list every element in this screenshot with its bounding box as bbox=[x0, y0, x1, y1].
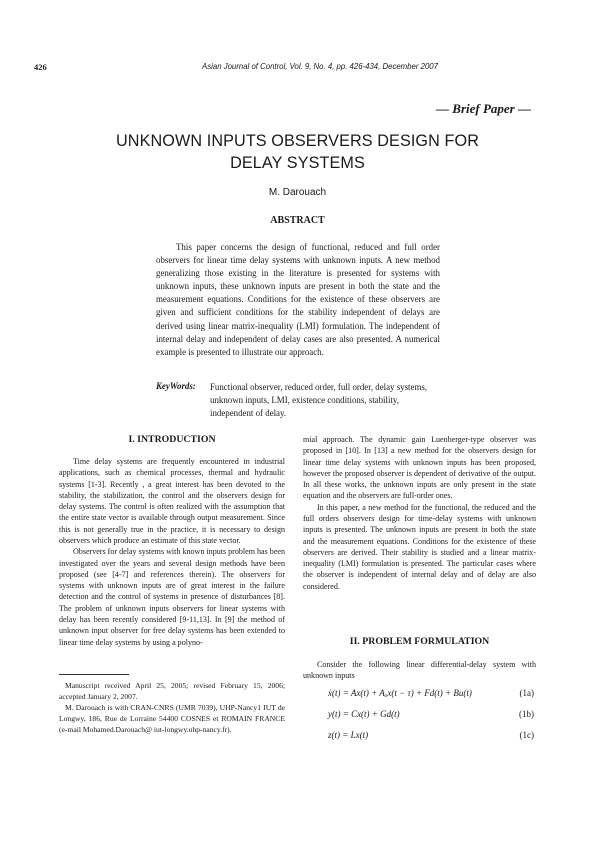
intro-paragraph-1: Time delay systems are frequently encountered in industrial applications, such as chemical processes, thermal and hydraulic systems [1-3]. Recently , a great interest has been devoted to the stability, the stabilization, the control and the observers design for delay systems. The control is often realized with the assumption that the entire state vector is available through output measurement. Since this is not generally true in the practice, it is necessary to design observers which produce an estimate of this state vector. bbox=[59, 457, 285, 545]
equation-number: (1b) bbox=[519, 709, 534, 719]
footnote-rule bbox=[59, 674, 129, 675]
intro-paragraph-2: Observers for delay systems with known inputs problem has been investigated over the years and several design methods have been proposed (see [4-7] and references therein). The observers for systems with unknown inputs are of great interest in the failure detection and the control of systems in presence of disturbances [8]. The problem of unknown inputs observers for linear systems with delay has been recently considered [9-11,13]. In [9] the method of unknown input observer for free delay systems has been extended to linear time delay systems by using a polyno- bbox=[59, 547, 285, 647]
equation-1b bbox=[303, 709, 536, 723]
footnote-affiliation: M. Darouach is with CRAN-CNRS (UMR 7039), UHP-Nancy1 IUT de Longwy, 186, Rue de Lorraine 54400 COSNES et ROMAIN FRANCE (e-mail Mohamed.Darouach@ iut-longwy.uhp-nancy.fr). bbox=[59, 703, 285, 735]
page-number: 426 bbox=[34, 62, 47, 72]
abstract-heading: ABSTRACT bbox=[270, 215, 325, 226]
equation-number: (1c) bbox=[519, 730, 534, 740]
abstract-text: This paper concerns the design of functional, reduced and full order observers for linear time delay systems with unknown inputs. A new method generalizing those existing in the literature is presented for systems with unknown inputs, these unknown inputs are present in both the state and the measurement equations. Conditions for the existence of these observers are given and sufficient conditions for the stability independent of delays are derived using linear matrix-inequality (LMI) formulation. The independent of internal delay and independent of delay cases are also presented. A numerical example is presented to illustrate our approach. bbox=[156, 242, 440, 357]
keywords-label: KeyWords: bbox=[156, 381, 196, 391]
paper-title bbox=[60, 130, 535, 174]
left-column-body bbox=[59, 456, 285, 648]
section-heading-introduction: I. INTRODUCTION bbox=[128, 434, 216, 445]
paper-type-label: — Brief Paper — bbox=[436, 101, 531, 116]
equation-expression: ẋ(t) = Ax(t) + Aₐx(t − τ) + Fd(t) + Bu(t) bbox=[328, 688, 472, 698]
abstract-body bbox=[156, 241, 440, 359]
problem-intro-text: Consider the following linear differential-delay system with unknown inputs bbox=[303, 660, 536, 681]
equation-1a bbox=[303, 688, 536, 702]
intro-paragraph-4: In this paper, a new method for the functional, the reduced and the full orders observers design for time-delay systems with unknown inputs is presented. The unknown inputs are present in both the state and the measurement equations. Conditions for the existence of these observers are derived. Their stability is studied and a linear matrix-inequality (LMI) formulation is presented. The particular cases where the observer is independent of internal delay and of delay are also considered. bbox=[303, 502, 536, 591]
title-line-1: UNKNOWN INPUTS OBSERVERS DESIGN FOR bbox=[116, 132, 479, 150]
equation-expression: y(t) = Cx(t) + Gd(t) bbox=[328, 709, 400, 719]
author-name: M. Darouach bbox=[268, 187, 327, 198]
intro-paragraph-3: mial approach. The dynamic gain Luenberger-type observer was proposed in [10]. In [13] a new method for the observers design for linear time delay systems with unknown inputs has been proposed, however the proposed observer is dependent of derivative of the output. In all these works, the unknown inputs are only present in the state equation and the observers are full-order ones. bbox=[303, 435, 536, 501]
equation-number: (1a) bbox=[519, 688, 534, 698]
keywords-text: Functional observer, reduced order, full order, delay systems, unknown inputs, LMI, existence conditions, stability, independent of delay. bbox=[210, 382, 428, 418]
footnotes bbox=[59, 680, 285, 735]
right-column-body bbox=[303, 434, 536, 592]
equation-expression: z(t) = Lx(t) bbox=[328, 730, 369, 740]
running-head: Asian Journal of Control, Vol. 9, No. 4, pp. 426-434, December 2007 bbox=[202, 62, 438, 71]
problem-intro bbox=[303, 659, 536, 682]
title-line-2: DELAY SYSTEMS bbox=[230, 154, 365, 172]
equation-1c bbox=[303, 730, 536, 744]
section-heading-problem-formulation: II. PROBLEM FORMULATION bbox=[349, 636, 490, 647]
footnote-manuscript: Manuscript received April 25, 2005; revised February 15, 2006; accepted January 2, 2007. bbox=[59, 681, 285, 702]
